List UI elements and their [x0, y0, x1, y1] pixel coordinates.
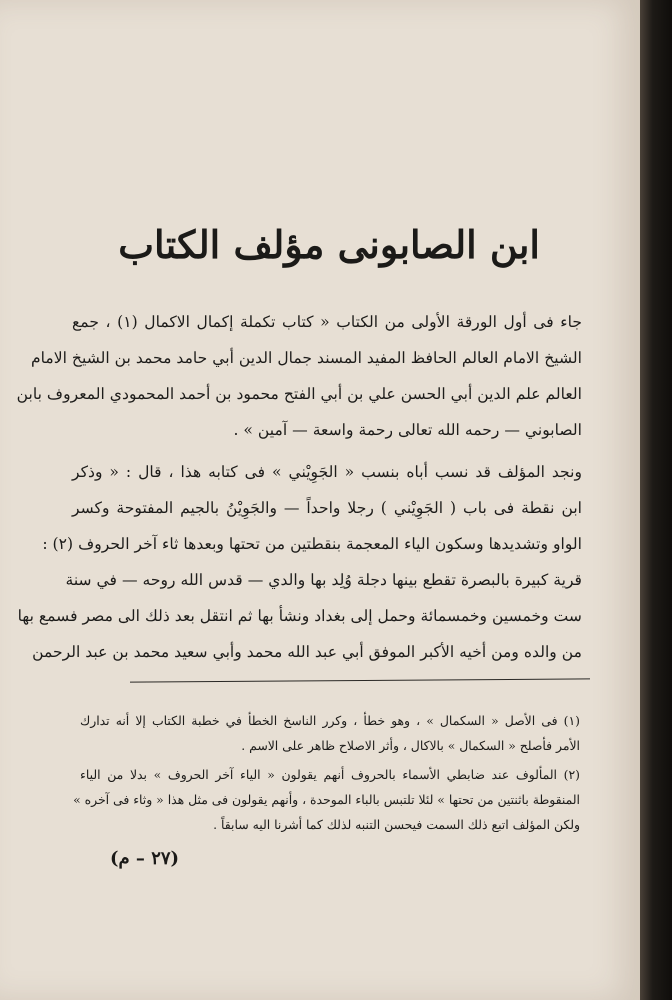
chapter-title: ابن الصابونى مؤلف الكتاب — [118, 222, 540, 267]
text-line: ست وخمسين وخمسمائة وحمل إلى بغداد ونشأ بها ثم انتقل بعد ذلك الى مصر فسمع بها — [17, 607, 582, 625]
footnotes — [73, 708, 580, 837]
footnote-line: (١) فى الأصل « السكمال » ، وهو خطأ ، وكرر الناسخ الخطأ في خطبة الكتاب إلا أنه تدارك — [80, 713, 580, 728]
page-number: (٢٧ – م) — [110, 848, 180, 869]
text-line: من والده ومن أخيه الأكبر الموفق أبي عبد الله محمد وأبي سعيد محمد بن عبد الرحمن — [32, 643, 582, 661]
footnote-line: ولكن المؤلف اتبع ذلك السمت فيحسن التنبه لذلك كما أشرنا اليه سابقاً . — [213, 817, 580, 832]
footnote-line: (٢) المألوف عند ضابطي الأسماء بالحروف أنهم يقولون « الياء آخر الحروف » بدلا من الياء — [80, 767, 580, 782]
page-edge-shadow — [640, 0, 672, 1000]
footnote-line: الأمر فأصلح « السكمال » بالاكال ، وأثر الاصلاح ظاهر على الاسم . — [241, 738, 580, 753]
text-line: الشيخ الامام العالم الحافظ المفيد المسند جمال الدين أبي حامد محمد بن الشيخ الامام — [30, 349, 582, 367]
main-text — [16, 304, 583, 670]
text-line: الصابوني — رحمه الله تعالى رحمة واسعة — آمين » . — [233, 421, 582, 439]
text-line: جاء فى أول الورقة الأولى من الكتاب « كتاب تكملة إكمال الاكمال (١) ، جمع — [72, 313, 583, 331]
footnote-line: المنقوطة باثنتين من تحتها » لئلا تلتبس بالباء الموحدة ، وأنهم يقولون فى مثل هذا « وثاء فى آخره » — [73, 792, 580, 807]
text-line: ابن نقطة فى باب ( الجَوِيْني ) رجلا واحداً — والجَوِيْنُ بالجيم المفتوحة وكسر — [72, 499, 582, 517]
text-line: ونجد المؤلف قد نسب أباه بنسب « الجَوِيْني » فى كتابه هذا ، قال : « وذكر — [72, 463, 582, 481]
text-line: قرية كبيرة بالبصرة تقطع بينها دجلة وُلِد بها والدي — قدس الله روحه — في سنة — [65, 571, 582, 589]
text-line: العالم علم الدين أبي الحسن علي بن أبي الفتح محمود بن أحمد المحمودي المعروف بابن — [16, 385, 582, 403]
text-line: الواو وتشديدها وسكون الياء المعجمة بنقطتين من تحتها وبعدها ثاء آخر الحروف (٢) : — [42, 535, 582, 553]
footnote-divider — [130, 678, 590, 682]
